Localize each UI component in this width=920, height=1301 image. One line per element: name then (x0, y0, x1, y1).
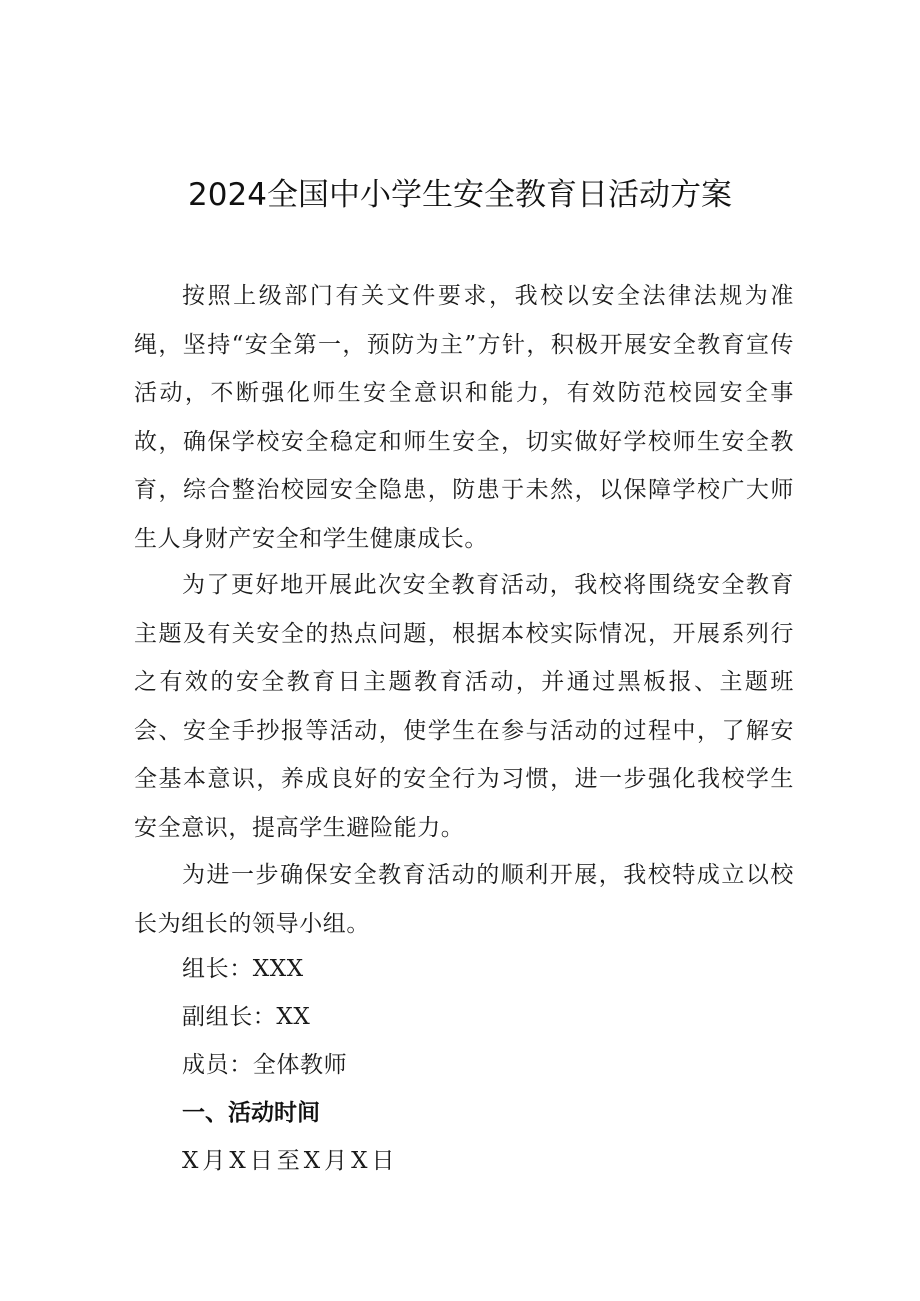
paragraph-activities: 为了更好地开展此次安全教育活动，我校将围绕安全教育主题及有关安全的热点问题，根据本校实际情况，开展系列行之有效的安全教育日主题教育活动，并通过黑板报、主题班会、安全手抄报等活动，使学生在参与活动的过程中，了解安全基本意识，养成良好的安全行为习惯，进一步强化我校学生安全意识，提高学生避险能力。 (134, 572, 794, 841)
members-line: 成员：全体教师 (182, 1052, 348, 1078)
deputy-leader-line: 副组长：XX (182, 1004, 311, 1030)
section-heading-activity-time: 一、活动时间 (182, 1100, 320, 1126)
paragraph-leadership-group: 为进一步确保安全教育活动的顺利开展，我校特成立以校长为组长的领导小组。 (134, 862, 794, 937)
document-title: 2024全国中小学生安全教育日活动方案 (188, 177, 732, 213)
group-leader-line: 组长：XXX (182, 956, 304, 982)
paragraph-intro: 按照上级部门有关文件要求，我校以安全法律法规为准绳，坚持“安全第一，预防为主”方针，积极开展安全教育宣传活动，不断强化师生安全意识和能力，有效防范校园安全事故，确保学校安全稳定和师生安全，切实做好学校师生安全教育，综合整治校园安全隐患，防患于未然，以保障学校广大师生人身财产安全和学生健康成长。 (134, 283, 794, 552)
activity-date-range: X月X日至X月X日 (182, 1148, 399, 1174)
